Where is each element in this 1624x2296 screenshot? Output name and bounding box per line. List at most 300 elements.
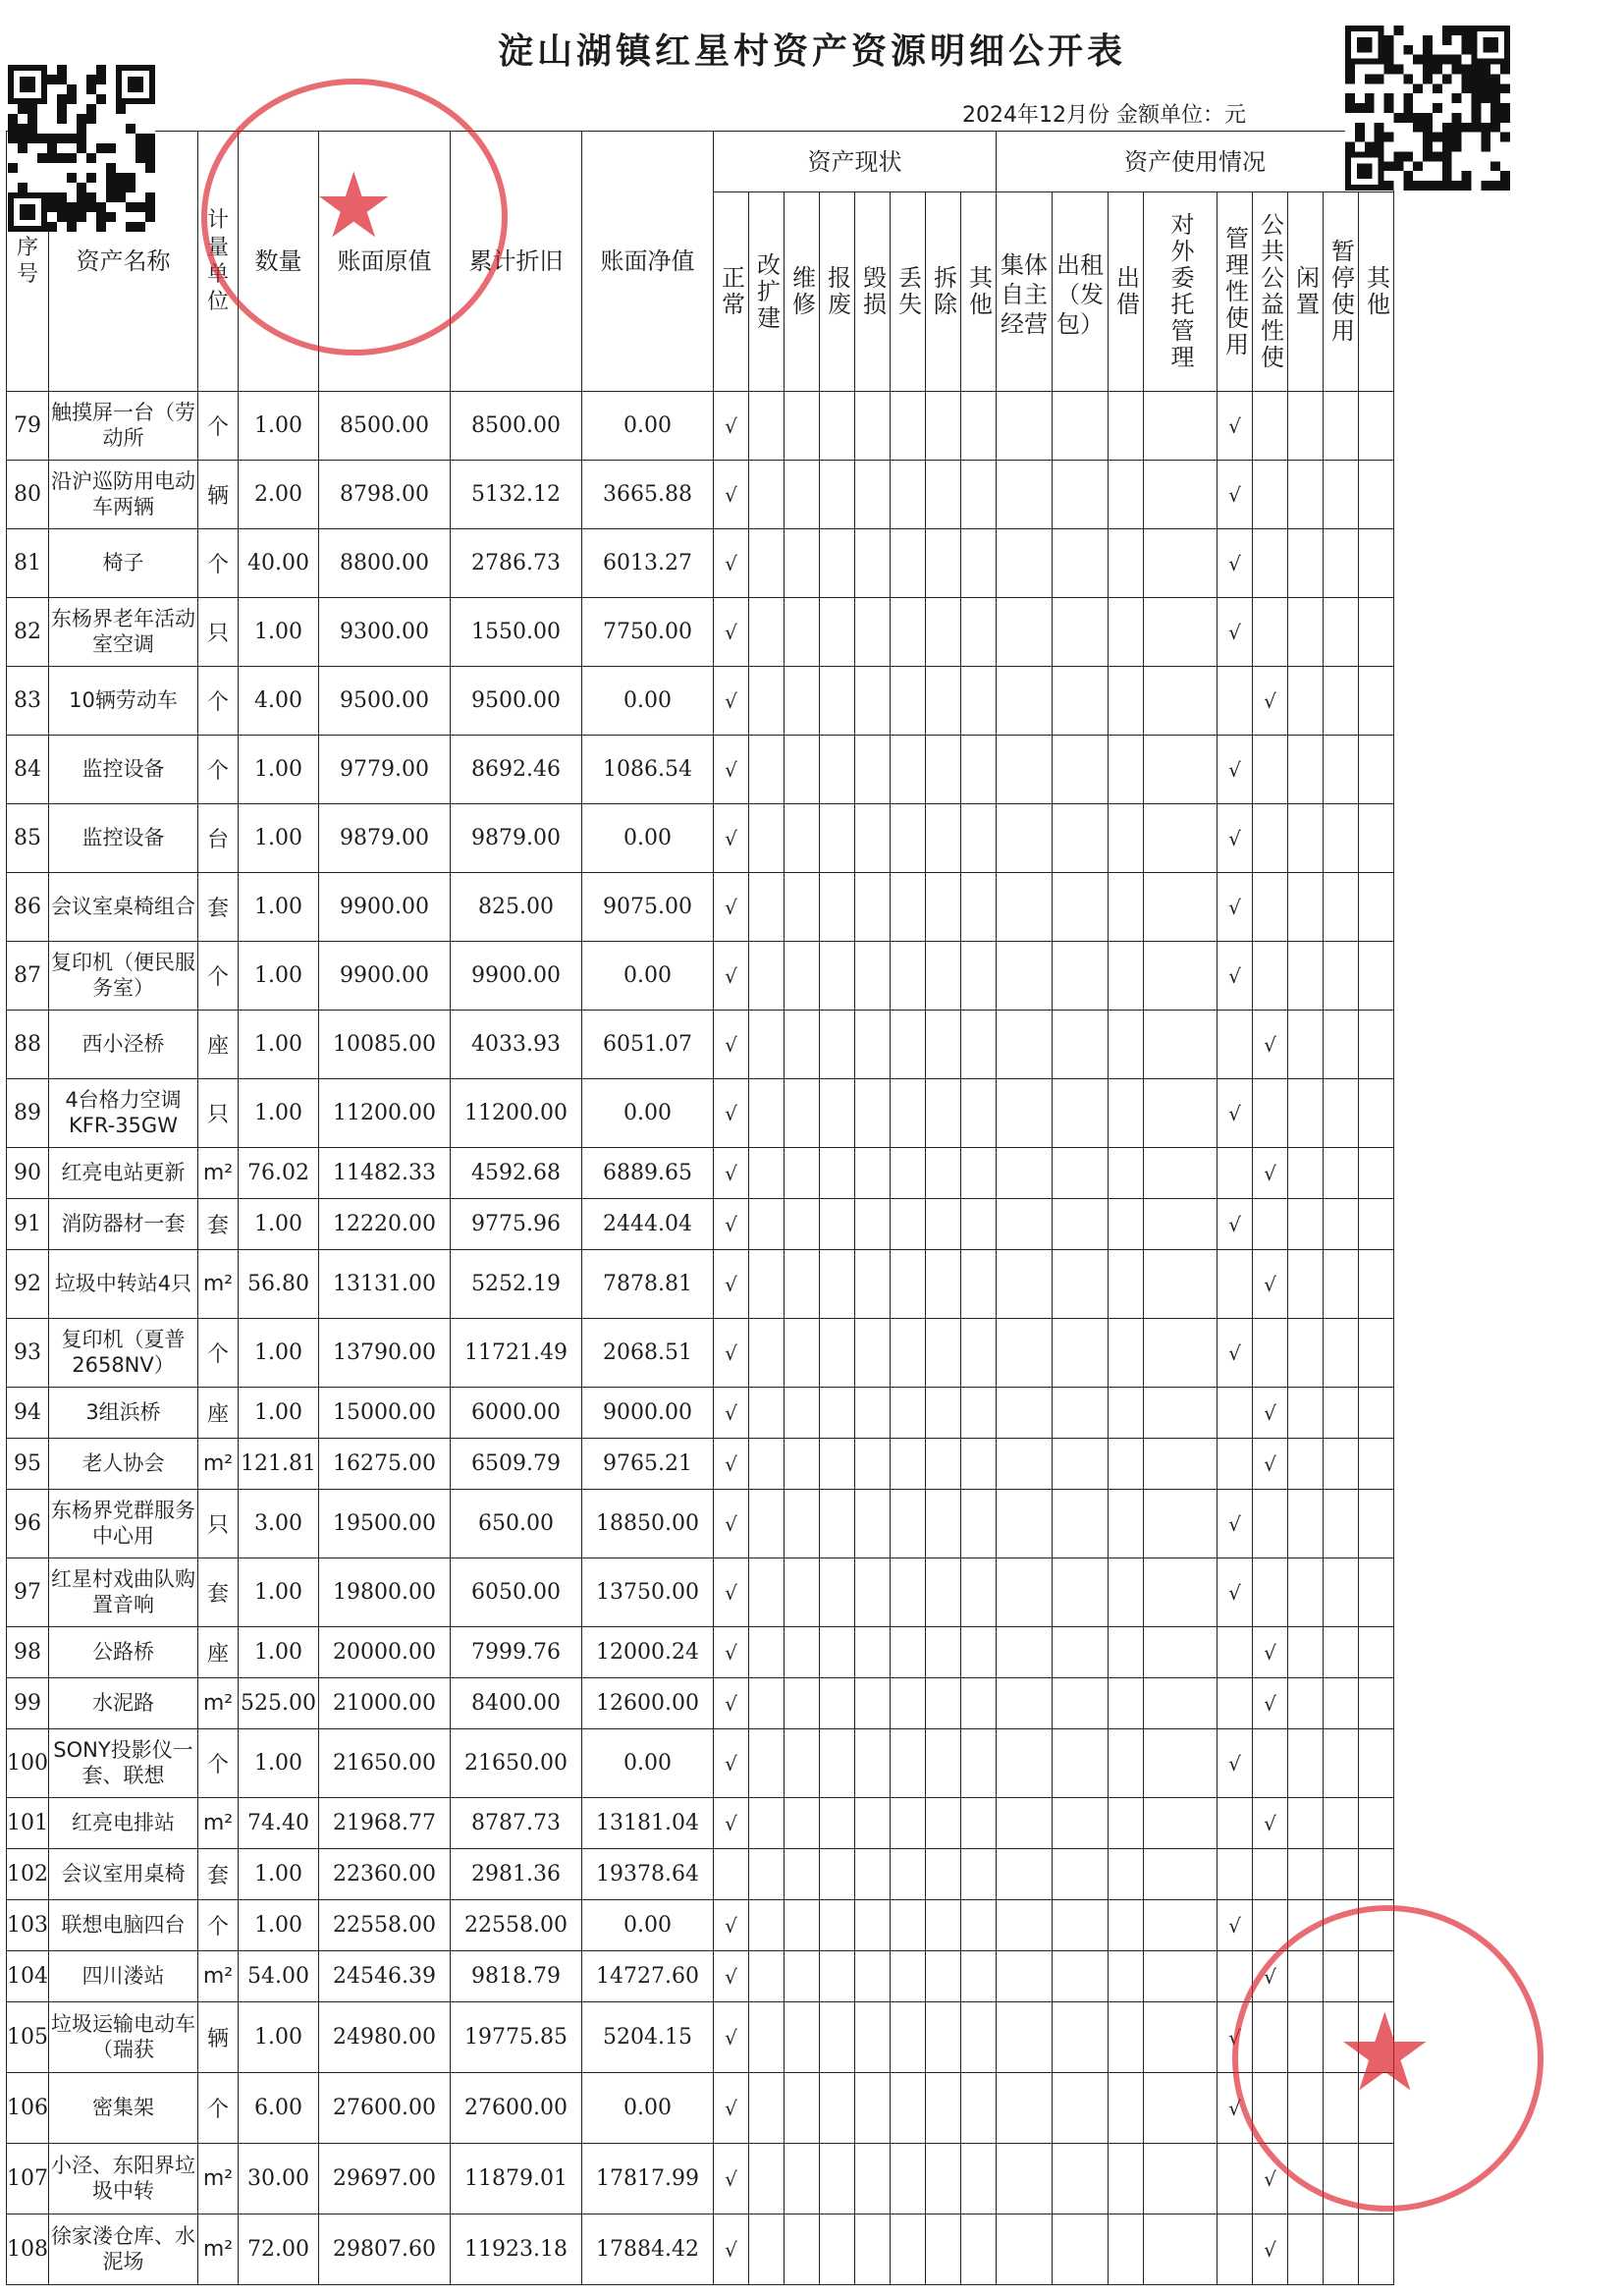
row-number: 94: [7, 1388, 49, 1439]
empty-cell: [820, 2144, 855, 2214]
unit: m²: [198, 2214, 239, 2285]
empty-cell: [1288, 392, 1324, 461]
table-row: [7, 736, 1394, 804]
header-usage-2: 出借: [1109, 192, 1144, 392]
empty-cell: [1253, 1900, 1288, 1951]
quantity: 4.00: [239, 667, 319, 736]
empty-cell: [749, 804, 785, 873]
empty-cell: [749, 461, 785, 529]
accumulated-depreciation: 5252.19: [451, 1250, 582, 1319]
empty-cell: [961, 1388, 997, 1439]
quantity: 1.00: [239, 1849, 319, 1900]
empty-cell: [1109, 1011, 1144, 1079]
empty-cell: [749, 1439, 785, 1490]
empty-cell: [1053, 1798, 1109, 1849]
empty-cell: [1144, 1558, 1218, 1627]
empty-cell: [891, 1627, 926, 1678]
asset-name: 沿沪巡防用电动车两辆: [49, 461, 198, 529]
empty-cell: [749, 1627, 785, 1678]
empty-cell: [1359, 873, 1394, 942]
unit: 个: [198, 1900, 239, 1951]
check-mark: √: [1253, 2144, 1288, 2214]
empty-cell: [785, 1849, 820, 1900]
empty-cell: [749, 1900, 785, 1951]
empty-cell: [997, 392, 1053, 461]
table-row: [7, 2144, 1394, 2214]
empty-cell: [749, 598, 785, 667]
asset-name: 垃圾中转站4只: [49, 1250, 198, 1319]
unit: 座: [198, 1627, 239, 1678]
empty-cell: [1144, 1079, 1218, 1148]
book-net-value: 6889.65: [582, 1148, 714, 1199]
empty-cell: [749, 1951, 785, 2002]
empty-cell: [1109, 736, 1144, 804]
empty-cell: [1324, 461, 1359, 529]
empty-cell: [1324, 1148, 1359, 1199]
check-mark: √: [1253, 1798, 1288, 1849]
empty-cell: [1359, 2214, 1394, 2285]
table-row: [7, 529, 1394, 598]
check-mark: √: [1218, 392, 1253, 461]
empty-cell: [749, 1319, 785, 1388]
accumulated-depreciation: 11879.01: [451, 2144, 582, 2214]
empty-cell: [1324, 1490, 1359, 1558]
empty-cell: [820, 529, 855, 598]
empty-cell: [820, 1849, 855, 1900]
accumulated-depreciation: 27600.00: [451, 2073, 582, 2144]
check-mark: √: [714, 2073, 749, 2144]
quantity: 1.00: [239, 804, 319, 873]
book-original-value: 21000.00: [319, 1678, 451, 1729]
empty-cell: [1144, 804, 1218, 873]
check-mark: √: [1253, 1250, 1288, 1319]
empty-cell: [926, 1849, 961, 1900]
quantity: 76.02: [239, 1148, 319, 1199]
asset-name: 4台格力空调KFR-35GW: [49, 1079, 198, 1148]
book-original-value: 11482.33: [319, 1148, 451, 1199]
qr-code-right: [1345, 26, 1510, 191]
book-net-value: 13181.04: [582, 1798, 714, 1849]
empty-cell: [961, 1250, 997, 1319]
empty-cell: [891, 667, 926, 736]
empty-cell: [1053, 1388, 1109, 1439]
empty-cell: [1109, 1250, 1144, 1319]
unit: m²: [198, 1250, 239, 1319]
empty-cell: [891, 1678, 926, 1729]
empty-cell: [926, 1900, 961, 1951]
empty-cell: [1288, 1388, 1324, 1439]
book-net-value: 6013.27: [582, 529, 714, 598]
empty-cell: [961, 1439, 997, 1490]
row-number: 85: [7, 804, 49, 873]
table-row: [7, 1900, 1394, 1951]
unit: 个: [198, 2073, 239, 2144]
empty-cell: [785, 1729, 820, 1798]
empty-cell: [891, 529, 926, 598]
unit: m²: [198, 2144, 239, 2214]
header-qty: 数量: [239, 132, 319, 392]
empty-cell: [820, 1627, 855, 1678]
empty-cell: [1109, 598, 1144, 667]
empty-cell: [891, 1319, 926, 1388]
empty-cell: [1053, 461, 1109, 529]
quantity: 2.00: [239, 461, 319, 529]
empty-cell: [785, 736, 820, 804]
empty-cell: [961, 2214, 997, 2285]
row-number: 98: [7, 1627, 49, 1678]
unit: 只: [198, 598, 239, 667]
check-mark: √: [1253, 1627, 1288, 1678]
empty-cell: [1288, 804, 1324, 873]
empty-cell: [997, 2144, 1053, 2214]
empty-cell: [997, 1951, 1053, 2002]
empty-cell: [1359, 942, 1394, 1011]
empty-cell: [961, 1011, 997, 1079]
empty-cell: [1218, 1011, 1253, 1079]
unit: 个: [198, 1319, 239, 1388]
empty-cell: [1109, 1319, 1144, 1388]
empty-cell: [1359, 1148, 1394, 1199]
book-net-value: 7878.81: [582, 1250, 714, 1319]
empty-cell: [749, 2073, 785, 2144]
empty-cell: [1288, 1490, 1324, 1558]
empty-cell: [1288, 1849, 1324, 1900]
empty-cell: [855, 942, 891, 1011]
unit: m²: [198, 1678, 239, 1729]
check-mark: √: [1218, 1079, 1253, 1148]
empty-cell: [785, 1490, 820, 1558]
empty-cell: [1288, 1079, 1324, 1148]
table-row: [7, 1388, 1394, 1439]
empty-cell: [1053, 1849, 1109, 1900]
empty-cell: [1324, 942, 1359, 1011]
unit: 套: [198, 873, 239, 942]
empty-cell: [1359, 392, 1394, 461]
empty-cell: [891, 1199, 926, 1250]
empty-cell: [1144, 598, 1218, 667]
empty-cell: [891, 598, 926, 667]
empty-cell: [785, 1199, 820, 1250]
table-row: [7, 804, 1394, 873]
empty-cell: [961, 392, 997, 461]
empty-cell: [1253, 461, 1288, 529]
asset-name: 红星村戏曲队购置音响: [49, 1558, 198, 1627]
empty-cell: [1253, 1490, 1288, 1558]
accumulated-depreciation: 4033.93: [451, 1011, 582, 1079]
check-mark: √: [714, 2002, 749, 2073]
empty-cell: [891, 804, 926, 873]
check-mark: √: [714, 667, 749, 736]
empty-cell: [1218, 1250, 1253, 1319]
empty-cell: [926, 1678, 961, 1729]
table-row: [7, 1011, 1394, 1079]
empty-cell: [1359, 1319, 1394, 1388]
check-mark: √: [714, 2214, 749, 2285]
empty-cell: [891, 1729, 926, 1798]
empty-cell: [926, 1148, 961, 1199]
empty-cell: [820, 2002, 855, 2073]
book-net-value: 2068.51: [582, 1319, 714, 1388]
empty-cell: [961, 529, 997, 598]
book-original-value: 20000.00: [319, 1627, 451, 1678]
table-row: [7, 2214, 1394, 2285]
empty-cell: [820, 1490, 855, 1558]
book-original-value: 12220.00: [319, 1199, 451, 1250]
table-row: [7, 873, 1394, 942]
check-mark: √: [714, 873, 749, 942]
empty-cell: [891, 2002, 926, 2073]
empty-cell: [1324, 392, 1359, 461]
empty-cell: [1288, 1627, 1324, 1678]
empty-cell: [1053, 392, 1109, 461]
empty-cell: [891, 2214, 926, 2285]
empty-cell: [891, 1011, 926, 1079]
empty-cell: [749, 1558, 785, 1627]
table-row: [7, 667, 1394, 736]
book-original-value: 9900.00: [319, 873, 451, 942]
empty-cell: [1109, 1678, 1144, 1729]
header-depr: 累计折旧: [451, 132, 582, 392]
empty-cell: [1253, 942, 1288, 1011]
asset-name: 密集架: [49, 2073, 198, 2144]
empty-cell: [1144, 461, 1218, 529]
empty-cell: [1053, 1319, 1109, 1388]
empty-cell: [714, 1849, 749, 1900]
empty-cell: [1288, 942, 1324, 1011]
empty-cell: [1324, 804, 1359, 873]
empty-cell: [926, 2073, 961, 2144]
header-unit: 计量单位: [198, 132, 239, 392]
empty-cell: [1144, 1199, 1218, 1250]
empty-cell: [1359, 1439, 1394, 1490]
empty-cell: [1109, 1388, 1144, 1439]
empty-cell: [926, 1250, 961, 1319]
empty-cell: [749, 529, 785, 598]
unit: 个: [198, 942, 239, 1011]
unit: 个: [198, 392, 239, 461]
asset-name: 红亮电排站: [49, 1798, 198, 1849]
check-mark: √: [714, 2144, 749, 2214]
row-number: 105: [7, 2002, 49, 2073]
empty-cell: [926, 598, 961, 667]
book-original-value: 19800.00: [319, 1558, 451, 1627]
unit: 套: [198, 1558, 239, 1627]
header-usage-5: 公共公益性使: [1253, 192, 1288, 392]
check-mark: √: [1218, 529, 1253, 598]
quantity: 1.00: [239, 1558, 319, 1627]
quantity: 1.00: [239, 1388, 319, 1439]
check-mark: √: [1218, 2073, 1253, 2144]
empty-cell: [961, 942, 997, 1011]
empty-cell: [1359, 529, 1394, 598]
table-row: [7, 1079, 1394, 1148]
asset-table: [6, 131, 1394, 2285]
empty-cell: [926, 873, 961, 942]
empty-cell: [855, 1490, 891, 1558]
empty-cell: [820, 1729, 855, 1798]
table-row: [7, 1439, 1394, 1490]
empty-cell: [1359, 1678, 1394, 1729]
empty-cell: [1324, 1388, 1359, 1439]
empty-cell: [1144, 1250, 1218, 1319]
empty-cell: [1144, 2214, 1218, 2285]
empty-cell: [926, 2002, 961, 2073]
empty-cell: [1053, 1148, 1109, 1199]
empty-cell: [1053, 1490, 1109, 1558]
empty-cell: [1109, 804, 1144, 873]
empty-cell: [785, 598, 820, 667]
empty-cell: [1053, 1678, 1109, 1729]
empty-cell: [749, 1678, 785, 1729]
empty-cell: [1288, 1798, 1324, 1849]
table-row: [7, 1558, 1394, 1627]
empty-cell: [961, 598, 997, 667]
empty-cell: [785, 1558, 820, 1627]
check-mark: √: [714, 942, 749, 1011]
accumulated-depreciation: 825.00: [451, 873, 582, 942]
empty-cell: [997, 1490, 1053, 1558]
empty-cell: [749, 1798, 785, 1849]
book-net-value: 7750.00: [582, 598, 714, 667]
row-number: 87: [7, 942, 49, 1011]
book-net-value: 0.00: [582, 667, 714, 736]
book-net-value: 2444.04: [582, 1199, 714, 1250]
empty-cell: [855, 1678, 891, 1729]
empty-cell: [926, 2144, 961, 2214]
empty-cell: [855, 2214, 891, 2285]
quantity: 1.00: [239, 598, 319, 667]
empty-cell: [1144, 2073, 1218, 2144]
quantity: 1.00: [239, 1079, 319, 1148]
unit: 套: [198, 1849, 239, 1900]
check-mark: √: [714, 1951, 749, 2002]
empty-cell: [855, 736, 891, 804]
empty-cell: [997, 1011, 1053, 1079]
empty-cell: [891, 1558, 926, 1627]
empty-cell: [749, 1011, 785, 1079]
check-mark: √: [1253, 1148, 1288, 1199]
empty-cell: [1324, 1319, 1359, 1388]
empty-cell: [785, 1798, 820, 1849]
check-mark: √: [714, 1319, 749, 1388]
header-net: 账面净值: [582, 132, 714, 392]
empty-cell: [1218, 1678, 1253, 1729]
empty-cell: [997, 2073, 1053, 2144]
empty-cell: [749, 2144, 785, 2214]
quantity: 1.00: [239, 1199, 319, 1250]
book-net-value: 0.00: [582, 1729, 714, 1798]
row-number: 84: [7, 736, 49, 804]
empty-cell: [926, 667, 961, 736]
unit: 座: [198, 1388, 239, 1439]
asset-name: 垃圾运输电动车（瑞获: [49, 2002, 198, 2073]
asset-name: 监控设备: [49, 736, 198, 804]
check-mark: √: [714, 598, 749, 667]
check-mark: √: [714, 1490, 749, 1558]
empty-cell: [1109, 1951, 1144, 2002]
unit: m²: [198, 1798, 239, 1849]
empty-cell: [749, 2002, 785, 2073]
asset-name: 小泾、东阳界垃圾中转: [49, 2144, 198, 2214]
quantity: 525.00: [239, 1678, 319, 1729]
empty-cell: [997, 529, 1053, 598]
empty-cell: [749, 1079, 785, 1148]
empty-cell: [1324, 1079, 1359, 1148]
empty-cell: [1144, 1798, 1218, 1849]
asset-name: 公路桥: [49, 1627, 198, 1678]
empty-cell: [1218, 1148, 1253, 1199]
empty-cell: [820, 1951, 855, 2002]
unit: 个: [198, 667, 239, 736]
row-number: 80: [7, 461, 49, 529]
empty-cell: [926, 1011, 961, 1079]
empty-cell: [1324, 1798, 1359, 1849]
quantity: 72.00: [239, 2214, 319, 2285]
empty-cell: [997, 1627, 1053, 1678]
empty-cell: [961, 1729, 997, 1798]
empty-cell: [1144, 1900, 1218, 1951]
empty-cell: [997, 942, 1053, 1011]
asset-name: SONY投影仪一套、联想: [49, 1729, 198, 1798]
empty-cell: [1218, 667, 1253, 736]
asset-name: 消防器材一套: [49, 1199, 198, 1250]
empty-cell: [997, 1079, 1053, 1148]
check-mark: √: [714, 1558, 749, 1627]
header-status-3: 报废: [820, 192, 855, 392]
empty-cell: [785, 1079, 820, 1148]
empty-cell: [891, 2073, 926, 2144]
empty-cell: [1109, 1900, 1144, 1951]
row-number: 97: [7, 1558, 49, 1627]
empty-cell: [891, 1388, 926, 1439]
book-original-value: 21968.77: [319, 1798, 451, 1849]
empty-cell: [926, 1627, 961, 1678]
empty-cell: [1109, 873, 1144, 942]
table-row: [7, 598, 1394, 667]
accumulated-depreciation: 19775.85: [451, 2002, 582, 2073]
empty-cell: [1144, 1490, 1218, 1558]
empty-cell: [820, 1439, 855, 1490]
empty-cell: [820, 392, 855, 461]
empty-cell: [1288, 1011, 1324, 1079]
book-original-value: 22558.00: [319, 1900, 451, 1951]
empty-cell: [749, 873, 785, 942]
check-mark: √: [714, 1729, 749, 1798]
empty-cell: [1144, 1148, 1218, 1199]
book-original-value: 11200.00: [319, 1079, 451, 1148]
header-seq: 序号: [7, 132, 49, 392]
empty-cell: [1144, 736, 1218, 804]
quantity: 1.00: [239, 1011, 319, 1079]
empty-cell: [961, 2073, 997, 2144]
book-original-value: 8800.00: [319, 529, 451, 598]
empty-cell: [785, 804, 820, 873]
accumulated-depreciation: 11721.49: [451, 1319, 582, 1388]
empty-cell: [1144, 1729, 1218, 1798]
row-number: 79: [7, 392, 49, 461]
empty-cell: [749, 736, 785, 804]
empty-cell: [1053, 1250, 1109, 1319]
empty-cell: [1109, 1199, 1144, 1250]
empty-cell: [1324, 1678, 1359, 1729]
empty-cell: [1253, 1199, 1288, 1250]
row-number: 103: [7, 1900, 49, 1951]
quantity: 54.00: [239, 1951, 319, 2002]
quantity: 1.00: [239, 736, 319, 804]
asset-name: 会议室桌椅组合: [49, 873, 198, 942]
row-number: 95: [7, 1439, 49, 1490]
empty-cell: [1053, 804, 1109, 873]
